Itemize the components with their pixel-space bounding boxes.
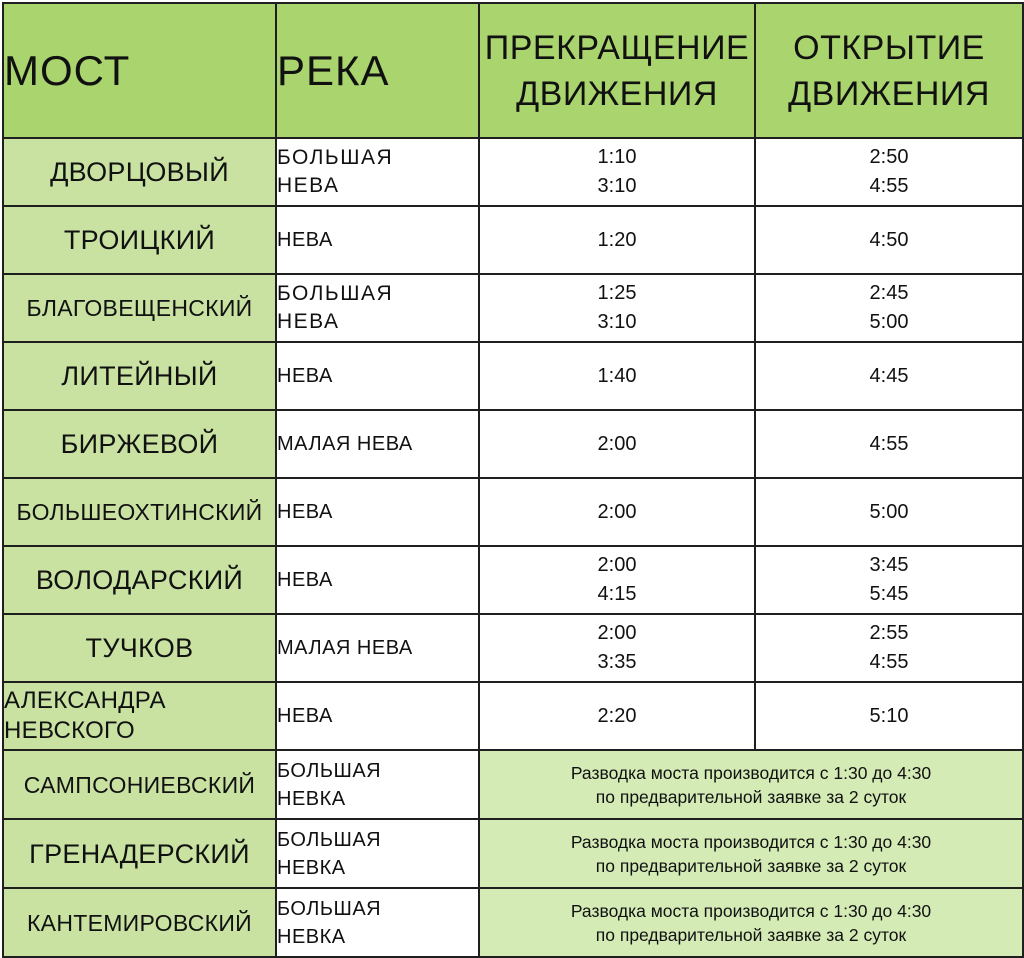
- table-row: [3, 410, 1023, 478]
- note-line1: Разводка моста производится с 1:30 до 4:30: [570, 762, 932, 783]
- bridge-name: ДВОРЦОВЫЙ: [3, 138, 276, 206]
- note-line2: по предварительной заявке за 2 суток: [595, 924, 907, 945]
- river-name: НЕВА: [276, 478, 479, 546]
- river-name: НЕВА: [276, 546, 479, 614]
- schedule-note: [479, 888, 1023, 957]
- note-line2: по предварительной заявке за 2 суток: [595, 786, 907, 807]
- river-line2: НЕВКА: [277, 856, 346, 879]
- open-time: 4:55: [869, 175, 909, 197]
- open-times: [755, 614, 1023, 682]
- header-open-line2: ДВИЖЕНИЯ: [788, 74, 990, 113]
- bridge-name: ГРЕНАДЕРСКИЙ: [3, 819, 276, 888]
- river-line1: БОЛЬШАЯ: [277, 282, 394, 305]
- river-name: МАЛАЯ НЕВА: [276, 614, 479, 682]
- bridge-line2: НЕВСКОГО: [4, 717, 135, 744]
- river-line1: БОЛЬШАЯ: [277, 828, 382, 851]
- bridge-schedule-table: [2, 2, 1024, 958]
- header-close-line1: ПРЕКРАЩЕНИЕ: [484, 28, 750, 67]
- open-times: [755, 138, 1023, 206]
- river-line1: БОЛЬШАЯ: [277, 897, 382, 920]
- close-times: [479, 274, 755, 342]
- table-row: [3, 206, 1023, 274]
- table-row: [3, 682, 1023, 750]
- note-line1: Разводка моста производится с 1:30 до 4:30: [570, 900, 932, 921]
- open-time: 2:55: [869, 622, 909, 644]
- table-row: [3, 274, 1023, 342]
- open-times: [755, 274, 1023, 342]
- header-row: [3, 3, 1023, 138]
- bridge-name: КАНТЕМИРОВСКИЙ: [3, 888, 276, 957]
- river-line2: НЕВА: [277, 310, 340, 333]
- note-line2: по предварительной заявке за 2 суток: [595, 855, 907, 876]
- close-time: 2:00: [479, 410, 755, 478]
- bridge-name: ТУЧКОВ: [3, 614, 276, 682]
- river-line2: НЕВКА: [277, 787, 346, 810]
- river-line1: БОЛЬШАЯ: [277, 146, 394, 169]
- schedule-note: [479, 750, 1023, 819]
- header-bridge: МОСТ: [3, 3, 276, 138]
- close-time: 1:20: [479, 206, 755, 274]
- river-line2: НЕВКА: [277, 925, 346, 948]
- header-open-traffic: [755, 3, 1023, 138]
- open-times: [755, 546, 1023, 614]
- open-time: 4:45: [755, 342, 1023, 410]
- open-time: 5:10: [755, 682, 1023, 750]
- table-row: [3, 614, 1023, 682]
- bridge-name: БИРЖЕВОЙ: [3, 410, 276, 478]
- table-row: [3, 888, 1023, 957]
- table-row: [3, 478, 1023, 546]
- close-time: 3:10: [597, 175, 637, 197]
- river-name: НЕВА: [276, 682, 479, 750]
- open-time: 3:45: [869, 554, 909, 576]
- river-line2: НЕВА: [277, 174, 340, 197]
- close-times: [479, 614, 755, 682]
- bridge-name: [3, 682, 276, 750]
- close-time: 2:00: [597, 622, 637, 644]
- close-times: [479, 138, 755, 206]
- river-name: [276, 138, 479, 206]
- header-close-line2: ДВИЖЕНИЯ: [516, 74, 718, 113]
- open-time: 4:55: [755, 410, 1023, 478]
- close-time: 1:25: [597, 282, 637, 304]
- bridge-name: ЛИТЕЙНЫЙ: [3, 342, 276, 410]
- schedule-note: [479, 819, 1023, 888]
- river-name: НЕВА: [276, 342, 479, 410]
- close-time: 4:15: [597, 583, 637, 605]
- bridge-line1: АЛЕКСАНДРА: [4, 687, 166, 714]
- header-river: РЕКА: [276, 3, 479, 138]
- river-name: [276, 750, 479, 819]
- close-times: [479, 546, 755, 614]
- river-line1: БОЛЬШАЯ: [277, 759, 382, 782]
- river-name: МАЛАЯ НЕВА: [276, 410, 479, 478]
- open-time: 5:00: [755, 478, 1023, 546]
- close-time: 3:35: [597, 651, 637, 673]
- bridge-name: БОЛЬШЕОХТИНСКИЙ: [3, 478, 276, 546]
- table-row: [3, 750, 1023, 819]
- table-row: [3, 546, 1023, 614]
- river-name: [276, 274, 479, 342]
- bridge-name: ВОЛОДАРСКИЙ: [3, 546, 276, 614]
- close-time: 2:00: [479, 478, 755, 546]
- table-row: [3, 342, 1023, 410]
- header-open-line1: ОТКРЫТИЕ: [793, 28, 985, 67]
- header-close-traffic: [479, 3, 755, 138]
- close-time: 1:10: [597, 146, 637, 168]
- river-name: [276, 819, 479, 888]
- open-time: 4:50: [755, 206, 1023, 274]
- bridge-name: ТРОИЦКИЙ: [3, 206, 276, 274]
- close-time: 2:20: [479, 682, 755, 750]
- bridge-name: БЛАГОВЕЩЕНСКИЙ: [3, 274, 276, 342]
- open-time: 5:45: [869, 583, 909, 605]
- table-row: [3, 819, 1023, 888]
- river-name: НЕВА: [276, 206, 479, 274]
- open-time: 4:55: [869, 651, 909, 673]
- close-time: 1:40: [479, 342, 755, 410]
- close-time: 3:10: [597, 311, 637, 333]
- open-time: 2:50: [869, 146, 909, 168]
- bridge-name: САМПСОНИЕВСКИЙ: [3, 750, 276, 819]
- open-time: 2:45: [869, 282, 909, 304]
- open-time: 5:00: [869, 311, 909, 333]
- river-name: [276, 888, 479, 957]
- close-time: 2:00: [597, 554, 637, 576]
- note-line1: Разводка моста производится с 1:30 до 4:30: [570, 831, 932, 852]
- table-row: [3, 138, 1023, 206]
